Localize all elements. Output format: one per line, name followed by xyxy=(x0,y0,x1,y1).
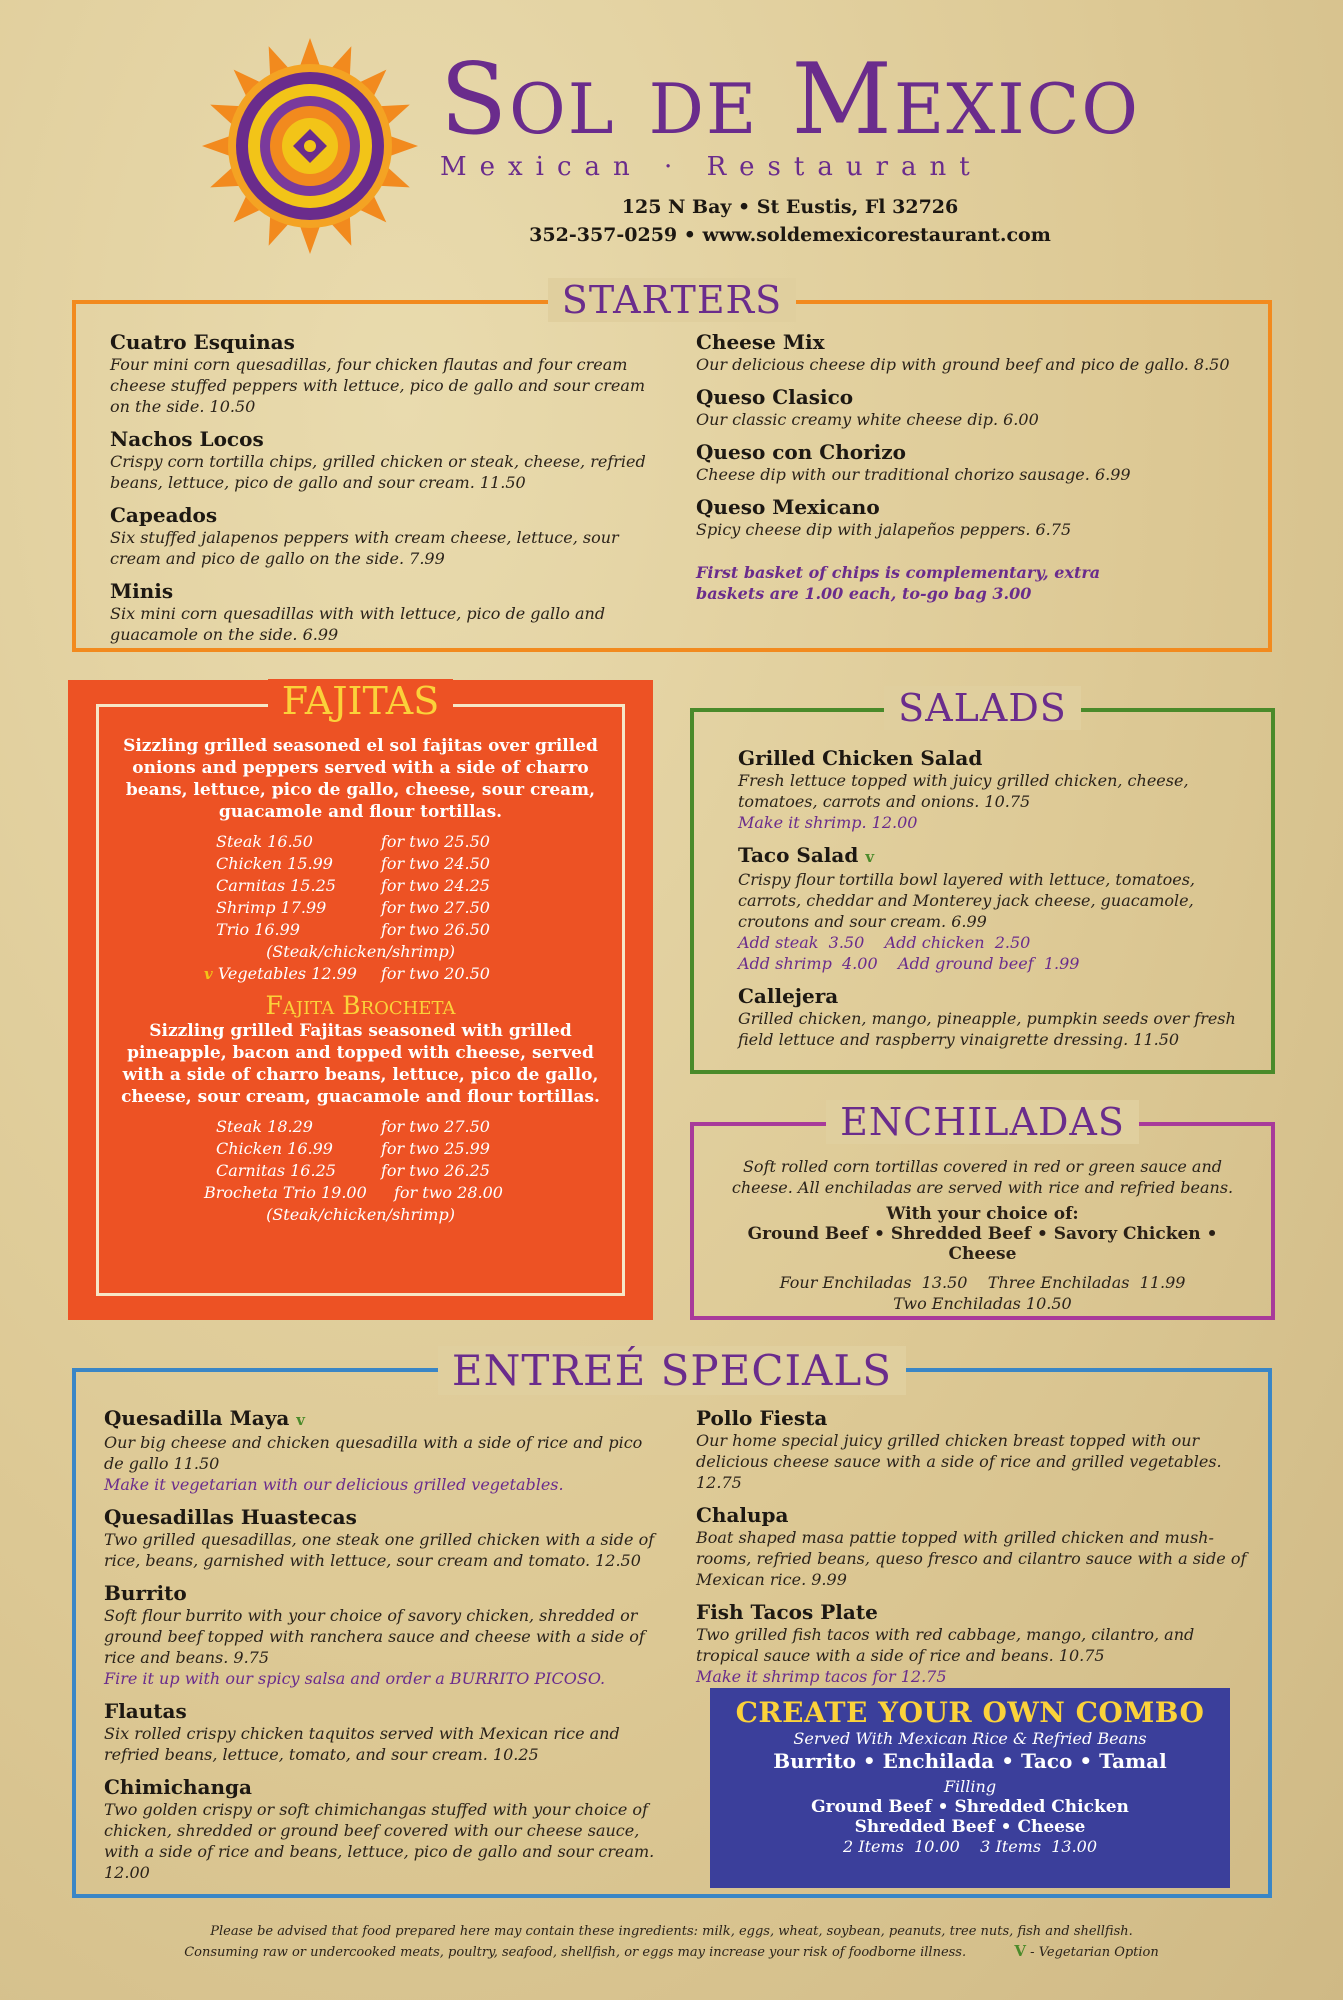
list-item: Burrito Soft flour burrito with your choice of savory chicken, shredded or ground beef topped with ranchera sauce and cheese with a side of rice and beans. 9.75 Fire it up with our spicy salsa and order a BURRITO PICOSO. xyxy=(104,1581,645,1688)
price-row: Carnitas 16.25 for two 26.25 xyxy=(216,1161,490,1180)
chips-note: First basket of chips is complementary, extra baskets are 1.00 each, to-go bag 3.00 xyxy=(696,563,1101,603)
list-item: Callejera Grilled chicken, mango, pineapple, pumpkin seeds over fresh field lettuce and raspberry vinaigrette dressing. 11.50 xyxy=(738,984,1236,1049)
address-line: 125 N Bay • St Eustis, Fl 32726 xyxy=(621,196,959,218)
list-item: Minis Six mini corn quesadillas with with lettuce, pico de gallo and guacamole on the side. 6.99 xyxy=(110,579,606,644)
list-item: Pollo Fiesta Our home special juicy grilled chicken breast topped with our delicious cheese sauce with a side of rice and grilled vegetables. 12.75 xyxy=(696,1406,1222,1492)
list-item: Chalupa Boat shaped masa pattie topped with grilled chicken and mush-rooms, refried beans, queso fresco and cilantro sauce with a side of Mexican rice. 9.99 xyxy=(696,1503,1247,1589)
starters-section xyxy=(72,278,1272,652)
vegetarian-icon: v xyxy=(865,848,875,866)
filling-line-1: Ground Beef • Shredded Chicken xyxy=(811,1797,1129,1817)
brand-name: Sol de Mexico xyxy=(440,43,1140,157)
list-item: Grilled Chicken Salad Fresh lettuce topped with juicy grilled chicken, cheese, tomatoes, carrots and onions. 10.75 Make it shrimp. 12.00 xyxy=(738,746,1189,832)
enchilada-prices: Four Enchiladas 13.50 Three Enchiladas 11.99 xyxy=(779,1273,1186,1292)
trio-note: (Steak/chicken/shrimp) xyxy=(266,942,455,961)
price-row: Trio 16.99 for two 26.50 xyxy=(216,920,490,939)
price-row: Shrimp 17.99 for two 27.50 xyxy=(216,898,490,917)
price-row: Brocheta Trio 19.00 for two 28.00 xyxy=(204,1183,503,1202)
vegetarian-icon: v xyxy=(296,1411,305,1429)
fajitas-title: FAJITAS xyxy=(268,679,454,723)
list-item: Queso Mexicano Spicy cheese dip with jalapeños peppers. 6.75 xyxy=(696,495,1072,539)
filling-label: Filling xyxy=(943,1777,997,1796)
choice-label: With your choice of: xyxy=(886,1204,1079,1224)
brocheta-trio-note: (Steak/chicken/shrimp) xyxy=(266,1205,455,1224)
vegetarian-icon: v xyxy=(204,965,213,983)
price-row: Carnitas 15.25 for two 24.25 xyxy=(216,876,490,895)
brocheta-intro: Sizzling grilled Fajitas seasoned with grilled pineapple, bacon and topped with cheese, served with a side of charro beans, lettuce, pico de gallo, cheese, sour cream, guacamole and flour tortillas. xyxy=(121,1021,600,1107)
enchiladas-title: ENCHILADAS xyxy=(826,1100,1139,1144)
salads-section xyxy=(690,686,1275,1074)
list-item: Flautas Six rolled crispy chicken taquitos served with Mexican rice and refried beans, lettuce, tomato, and sour cream. 10.25 xyxy=(104,1699,620,1764)
enchilada-prices-2: Two Enchiladas 10.50 xyxy=(893,1294,1072,1313)
list-item: Queso con Chorizo Cheese dip with our traditional chorizo sausage. 6.99 xyxy=(696,440,1131,484)
allergen-notice: Please be advised that food prepared here may contain these ingredients: milk, eggs, wheat, soybean, peanuts, tree nuts, fish and shellfish. xyxy=(210,1924,1133,1939)
price-row: Steak 18.29 for two 27.50 xyxy=(216,1117,490,1136)
price-row: Steak 16.50 for two 25.50 xyxy=(216,832,490,851)
price-row: v Vegetables 12.99 for two 20.50 xyxy=(204,964,490,983)
choices: Ground Beef • Shredded Beef • Savory Chicken • Cheese xyxy=(747,1224,1218,1264)
price-row: Chicken 15.99 for two 24.50 xyxy=(216,854,490,873)
brand-block xyxy=(440,43,1160,182)
vegetarian-icon: V xyxy=(1014,1942,1027,1960)
brand-subtitle: Mexican · Restaurant xyxy=(440,152,983,182)
starters-left-column xyxy=(110,330,650,655)
brocheta-title: Fajita Brocheta xyxy=(265,991,456,1020)
combo-items: Burrito • Enchilada • Taco • Tamal xyxy=(773,1749,1167,1773)
combo-box xyxy=(710,1688,1230,1888)
salads-title: SALADS xyxy=(884,686,1081,730)
enchiladas-desc: Soft rolled corn tortillas covered in red or green sauce and cheese. All enchiladas are served with rice and refried beans. xyxy=(731,1157,1234,1197)
price-row: Chicken 16.99 for two 25.99 xyxy=(216,1139,490,1158)
entrees-right-column xyxy=(696,1406,1256,1697)
consumption-warning: Consuming raw or undercooked meats, poultry, seafood, shellfish, or eggs may increase your risk of foodborne illness. V - Vegetarian Option xyxy=(184,1942,1159,1960)
combo-served: Served With Mexican Rice & Refried Beans xyxy=(793,1729,1147,1748)
list-item: Quesadilla Maya v Our big cheese and chicken quesadilla with a side of rice and pico de gallo 11.50 Make it vegetarian with our delicious grilled vegetables. xyxy=(104,1406,643,1494)
list-item: Quesadillas Huastecas Two grilled quesadillas, one steak one grilled chicken with a side of rice, beans, garnished with lettuce, sour cream and tomato. 12.50 xyxy=(104,1505,655,1570)
starters-right-column xyxy=(696,330,1236,604)
list-item: Nachos Locos Crispy corn tortilla chips, grilled chicken or steak, cheese, refried beans, lettuce, pico de gallo and sour cream. 11.50 xyxy=(110,427,646,492)
combo-title: CREATE YOUR OWN COMBO xyxy=(735,1696,1205,1729)
combo-prices: 2 Items 10.00 3 Items 13.00 xyxy=(842,1837,1098,1856)
list-item: Fish Tacos Plate Two grilled fish tacos with red cabbage, mango, cilantro, and tropical sauce with a side of rice and beans. 10.75 Make it shrimp tacos for 12.75 xyxy=(696,1600,1195,1686)
entrees-left-column xyxy=(104,1406,664,1893)
list-item: Taco Salad v Crispy flour tortilla bowl layered with lettuce, tomatoes, carrots, cheddar and Monterey jack cheese, guacamole, croutons and sour cream. 6.99 Add steak 3.50 Add chicken 2.50 Add shrimp 4.00 Add ground beef 1.99 xyxy=(738,843,1196,973)
list-item: Cheese Mix Our delicious cheese dip with ground beef and pico de gallo. 8.50 xyxy=(696,330,1230,374)
list-item: Chimichanga Two golden crispy or soft chimichangas stuffed with your choice of chicken, shredded or ground beef covered with our cheese sauce, with a side of rice and beans, lettuce, pico de gallo and sour cream. 12.00 xyxy=(104,1775,655,1882)
sun-logo-icon xyxy=(200,36,420,256)
list-item: Capeados Six stuffed jalapenos peppers with cream cheese, lettuce, sour cream and pico de gallo on the side. 7.99 xyxy=(110,503,619,568)
fajitas-intro: Sizzling grilled seasoned el sol fajitas over grilled onions and peppers served with a side of charro beans, lettuce, pico de gallo, cheese, sour cream, guacamole and flour tortillas. xyxy=(123,736,598,822)
starters-title: STARTERS xyxy=(548,278,796,322)
enchiladas-section xyxy=(690,1100,1275,1320)
contact-line: 352-357-0259 • www.soldemexicorestaurant.com xyxy=(529,224,1051,246)
filling-line-2: Shredded Beef • Cheese xyxy=(854,1817,1086,1837)
entrees-title: ENTREÉ SPECIALS xyxy=(438,1346,906,1395)
list-item: Cuatro Esquinas Four mini corn quesadillas, four chicken flautas and four cream cheese stuffed peppers with lettuce, pico de gallo and sour cream on the side. 10.50 xyxy=(110,330,646,416)
fajitas-section xyxy=(68,680,653,1320)
list-item: Queso Clasico Our classic creamy white cheese dip. 6.00 xyxy=(696,385,1039,429)
